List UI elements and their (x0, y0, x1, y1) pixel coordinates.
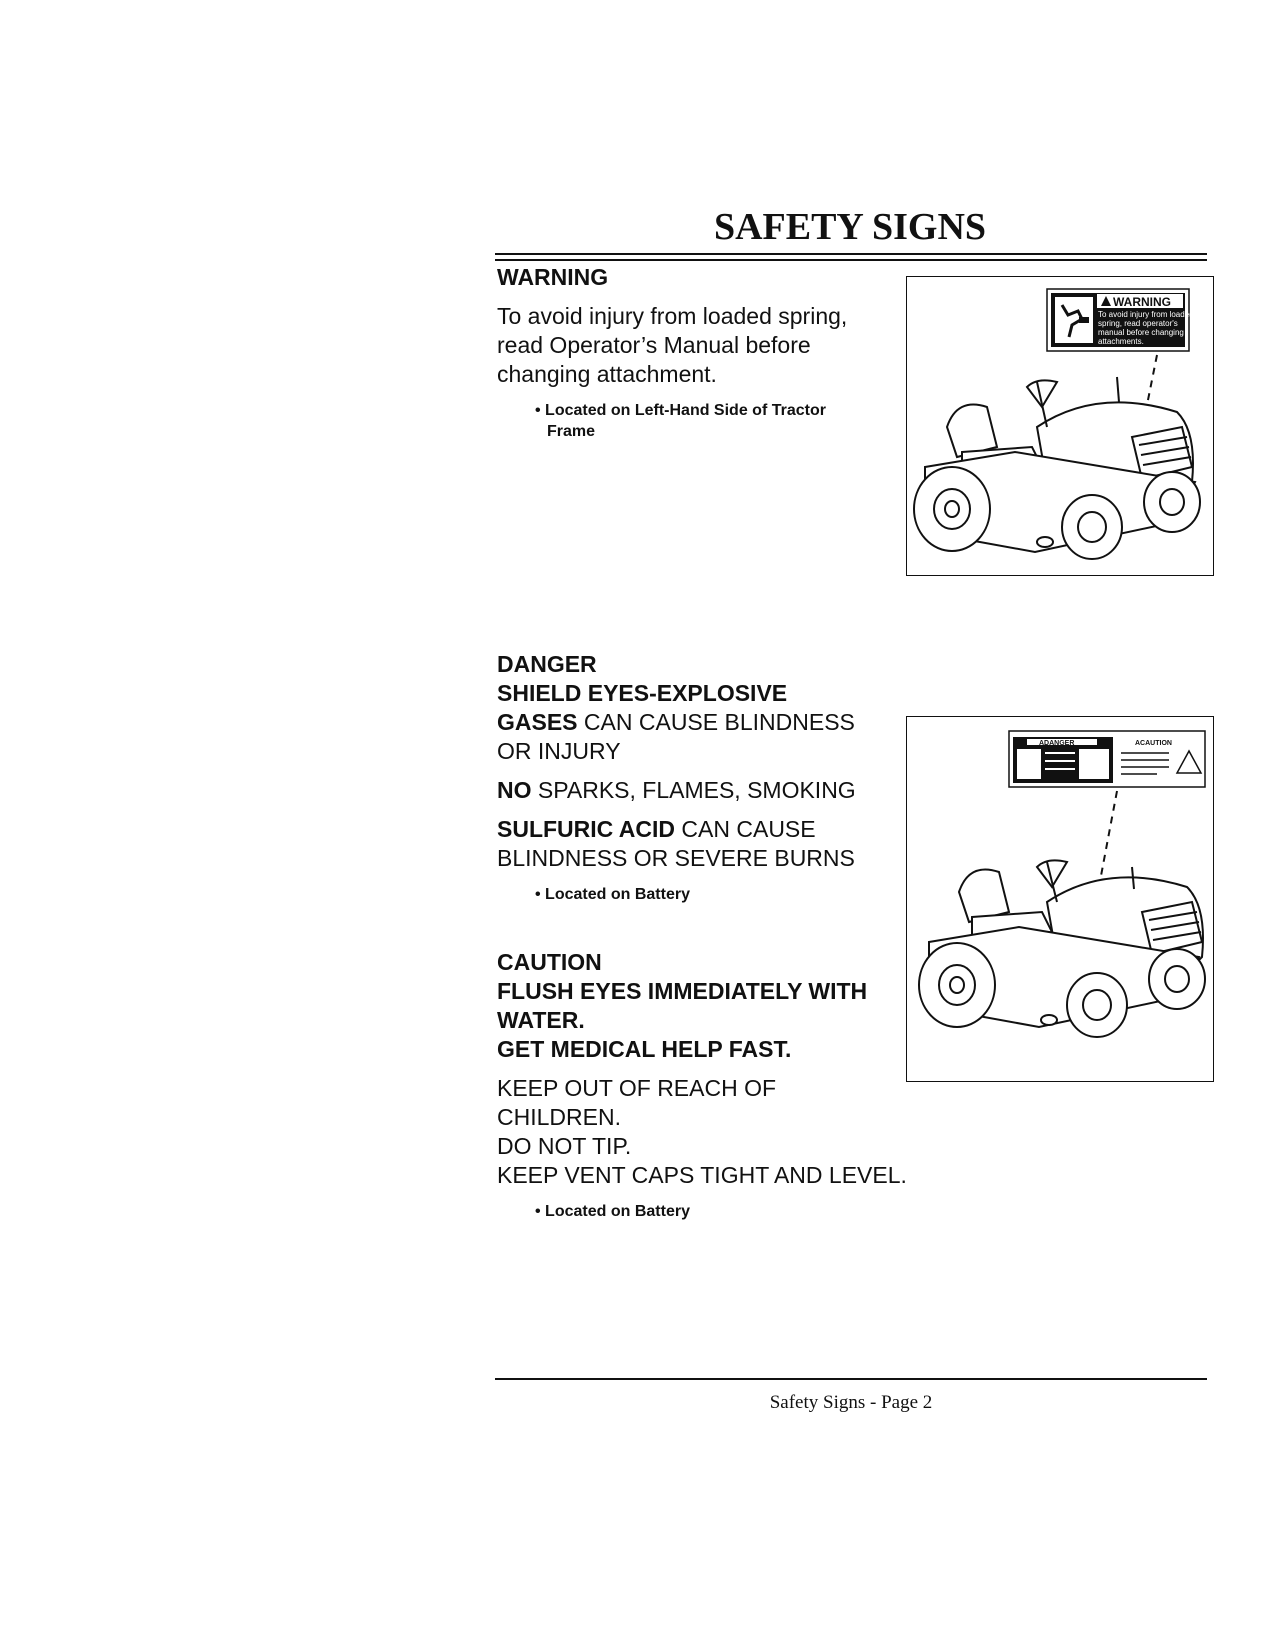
battery-decal (1009, 731, 1205, 787)
title-rule-lower (495, 259, 1207, 261)
danger-line-3-rest: SPARKS, FLAMES, SMOKING (531, 777, 856, 803)
warning-text-line-2: read Operator’s Manual before (497, 332, 811, 358)
danger-line-3-bold: NO (497, 777, 532, 803)
tractor-illustration-1 (907, 277, 1213, 575)
page-title: SAFETY SIGNS (713, 206, 987, 248)
caution-location-note: • Located on Battery (535, 1203, 690, 1220)
danger-section (497, 650, 897, 905)
danger-line-2: OR INJURY (497, 738, 621, 764)
warning-decal (1047, 289, 1194, 351)
danger-location-note: • Located on Battery (535, 886, 690, 903)
decal-text-line-1: To avoid injury from loaded (1098, 310, 1194, 319)
caution-heading: CAUTION (497, 949, 602, 975)
danger-line-1-bold: GASES (497, 709, 578, 735)
warning-decal-figure (906, 276, 1214, 576)
decal-text-line-3: manual before changing (1098, 328, 1184, 337)
danger-line-4-bold: SULFURIC ACID (497, 816, 676, 842)
danger-line-1 (497, 708, 897, 737)
caution-line-1: KEEP OUT OF REACH OF (497, 1075, 777, 1101)
caution-subheading-1: FLUSH EYES IMMEDIATELY WITH (497, 978, 868, 1004)
danger-heading: DANGER (497, 651, 597, 677)
decal-danger-label: ADANGER (1039, 740, 1075, 747)
tractor-drawing (919, 860, 1205, 1037)
decal-text-line-4: attachments. (1098, 337, 1144, 346)
caution-line-2: CHILDREN. (497, 1104, 621, 1130)
decal-text-line-2: spring, read operator's (1098, 319, 1178, 328)
danger-line-4-rest: CAN CAUSE (675, 816, 816, 842)
caution-line-3: DO NOT TIP. (497, 1133, 632, 1159)
danger-line-1-rest: CAN CAUSE BLINDNESS (577, 709, 855, 735)
decal-caution-label: ACAUTION (1135, 740, 1172, 747)
caution-line-4: KEEP VENT CAPS TIGHT AND LEVEL. (497, 1162, 907, 1188)
battery-decal-figure (906, 716, 1214, 1082)
danger-line-4 (497, 815, 897, 844)
warning-text-line-1: To avoid injury from loaded spring, (497, 303, 848, 329)
decal-warning-label: WARNING (1113, 295, 1171, 309)
caution-subheading-2: WATER. (497, 1007, 585, 1033)
danger-line-5: BLINDNESS OR SEVERE BURNS (497, 845, 855, 871)
tractor-illustration-2 (907, 717, 1213, 1081)
danger-line-3 (497, 776, 897, 805)
tractor-drawing (914, 377, 1200, 559)
warning-section (497, 263, 887, 442)
caution-subheading-3: GET MEDICAL HELP FAST. (497, 1036, 792, 1062)
warning-heading: WARNING (497, 264, 609, 290)
danger-subheading: SHIELD EYES-EXPLOSIVE (497, 680, 788, 706)
warning-location-line-1: • Located on Left-Hand Side of Tractor (535, 402, 826, 419)
caution-section (497, 948, 947, 1222)
title-rule-upper (495, 253, 1207, 255)
warning-location-line-2: Frame (547, 423, 596, 440)
warning-location-note (497, 400, 887, 442)
page-footer: Safety Signs - Page 2 (769, 1392, 933, 1413)
footer-rule (495, 1378, 1207, 1380)
warning-text-line-3: changing attachment. (497, 361, 717, 387)
